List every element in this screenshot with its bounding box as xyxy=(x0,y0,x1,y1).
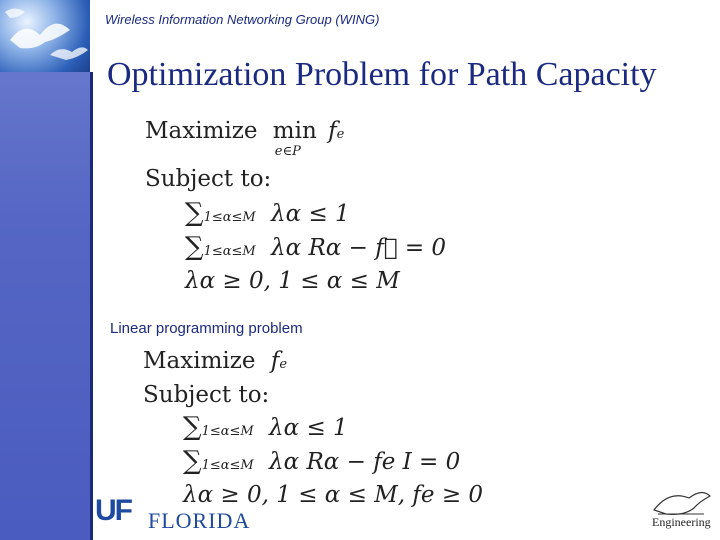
objective-sub: e xyxy=(279,357,288,372)
florida-wordmark: FLORIDA xyxy=(148,508,251,533)
constraint3: λα ≥ 0, 1 ≤ α ≤ M, fe ≥ 0 xyxy=(183,482,484,508)
uf-logo: UF xyxy=(95,494,131,527)
doves-photo xyxy=(0,0,90,72)
dove-icon xyxy=(0,0,90,72)
subject-to-label: Subject to: xyxy=(145,166,272,192)
min-operator: min xyxy=(272,118,317,144)
sum-symbol: ∑ xyxy=(183,446,202,476)
constraint1-sub: 1≤α≤M xyxy=(203,210,256,225)
sidebar xyxy=(0,0,90,540)
formulation-2 xyxy=(143,348,513,518)
constraint3: λα ≥ 0, 1 ≤ α ≤ M xyxy=(185,268,400,294)
subject-to-label: Subject to: xyxy=(143,382,270,408)
objective-f: f xyxy=(270,348,280,374)
sum-symbol: ∑ xyxy=(185,198,204,228)
constraint2-rest: λα Rα − fe I = 0 xyxy=(269,449,461,475)
group-header: Wireless Information Networking Group (WING) xyxy=(105,12,380,27)
constraint1-sub: 1≤α≤M xyxy=(201,424,254,439)
constraint2-sub: 1≤α≤M xyxy=(203,244,256,259)
min-subscript: e∈P xyxy=(274,144,301,159)
constraint1-rest: λα ≤ 1 xyxy=(269,415,348,441)
objective-f: f xyxy=(328,118,337,144)
divider-line xyxy=(90,72,93,540)
formulation-1 xyxy=(145,118,505,298)
sum-symbol: ∑ xyxy=(185,232,204,262)
maximize-label: Maximize xyxy=(143,348,256,374)
slide-title: Optimization Problem for Path Capacity xyxy=(107,56,657,93)
maximize-label: Maximize xyxy=(145,118,258,144)
lp-label: Linear programming problem xyxy=(110,320,303,337)
constraint1-rest: λα ≤ 1 xyxy=(271,201,350,227)
sum-symbol: ∑ xyxy=(183,412,202,442)
objective-sub: e xyxy=(336,127,345,142)
constraint2-sub: 1≤α≤M xyxy=(201,458,254,473)
engineering-label: Engineering xyxy=(652,515,711,529)
constraint2-rest: λα Rα − f⃗ = 0 xyxy=(271,235,447,261)
